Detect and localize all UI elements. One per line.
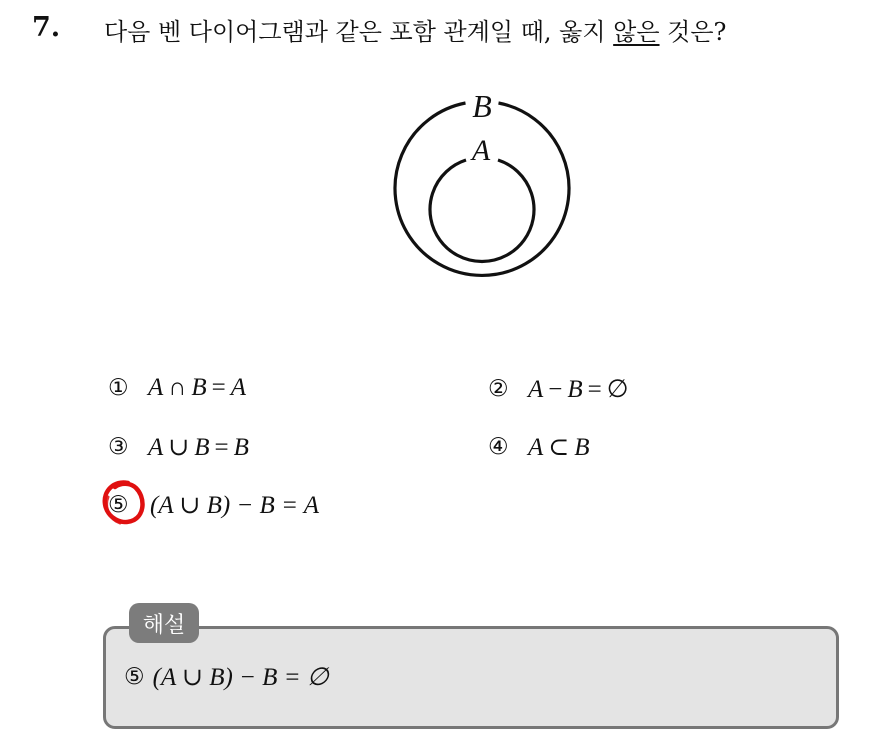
choice-2[interactable]: [488, 374, 629, 404]
choice-1-term-b: B: [191, 374, 207, 401]
choice-1-op: ∩: [168, 374, 187, 401]
choice-4-op: ⊂: [548, 434, 570, 461]
venn-diagram: [380, 85, 584, 290]
question-text: [104, 12, 726, 47]
choice-3-term-b: B: [194, 434, 210, 461]
solution-expression: (A ∪ B) − B = ∅: [152, 664, 329, 691]
choice-4-expression: [528, 432, 590, 462]
solution-tab-label: 해설: [129, 603, 199, 643]
choice-1-equals: =: [211, 374, 226, 401]
choice-3-equals: =: [214, 434, 229, 461]
choice-3-term-a: A: [148, 434, 164, 461]
choice-3-rhs: B: [233, 434, 249, 461]
choice-4[interactable]: [488, 432, 590, 462]
choice-3-op: ∪: [168, 434, 190, 461]
choice-1-number: ①: [108, 375, 129, 401]
choice-1-expression: [148, 374, 246, 402]
choice-3-expression: [148, 432, 249, 462]
question-text-after: 것은?: [659, 18, 727, 46]
venn-outer-label: B: [472, 88, 492, 124]
choice-2-term-a: A: [528, 376, 544, 403]
question-text-underlined: 않은: [613, 18, 660, 46]
solution-text: [124, 662, 329, 692]
choice-1-rhs: A: [230, 374, 247, 401]
venn-outer-circle: [395, 103, 569, 275]
choice-2-op: −: [548, 376, 563, 403]
choice-4-number: ④: [488, 434, 509, 460]
choice-1[interactable]: [108, 374, 246, 402]
question-text-before: 다음 벤 다이어그램과 같은 포함 관계일 때, 옳지: [104, 18, 614, 46]
choice-4-term-a: A: [528, 434, 544, 461]
choice-2-equals: =: [587, 376, 602, 403]
choice-2-rhs: ∅: [606, 376, 629, 403]
choice-5-number: ⑤: [108, 492, 129, 518]
venn-inner-circle: [430, 160, 534, 261]
choice-5[interactable]: [108, 490, 319, 520]
choice-2-expression: [528, 374, 629, 404]
solution-number: ⑤: [124, 664, 145, 690]
choice-1-term-a: A: [148, 374, 164, 401]
venn-inner-label: A: [471, 134, 491, 167]
choice-4-term-b: B: [574, 434, 590, 461]
choice-2-term-b: B: [567, 376, 583, 403]
choice-3-number: ③: [108, 434, 129, 460]
choice-5-expression: (A ∪ B) − B = A: [150, 492, 320, 519]
question-number: 7.: [32, 12, 61, 43]
choice-3[interactable]: [108, 432, 249, 462]
choice-2-number: ②: [488, 376, 509, 402]
